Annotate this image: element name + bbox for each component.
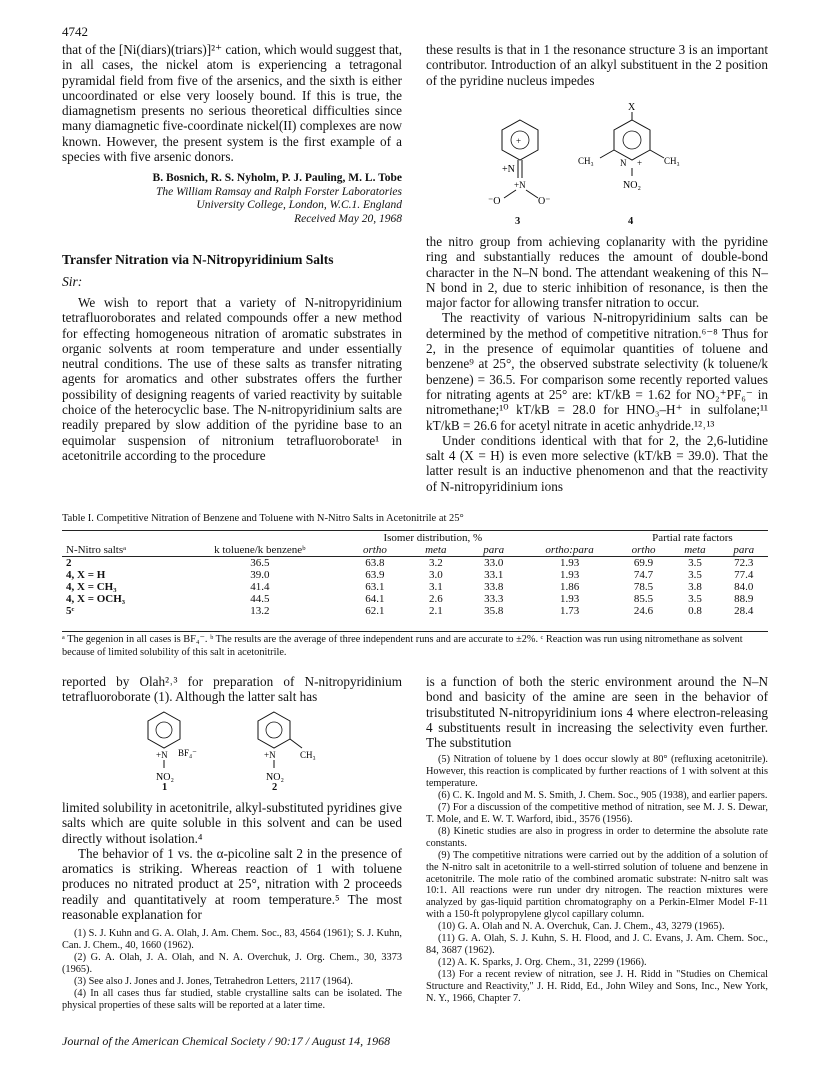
- footnote: (11) G. A. Olah, S. J. Kuhn, S. H. Flood, and J. C. Evans, J. Am. Chem. Soc., 84, 3687 (1962).: [426, 933, 768, 956]
- structures-3-4: [480, 100, 740, 212]
- table-bottom-rule: [62, 631, 768, 632]
- salutation: Sir:: [62, 273, 83, 289]
- table-row: [62, 593, 768, 605]
- structure-3-label: 3: [515, 216, 521, 227]
- table-cell: 4, X = OCH₃: [66, 593, 126, 605]
- footnote: (7) For a discussion of the competitive method of nitration, see M. J. S. Dewar, T. Mole, and E. W. T. Warford, ibid., 3576 (1956).: [426, 802, 768, 826]
- footnote: (10) G. A. Olah and N. A. Overchuk, Can. J. Chem., 43, 3279 (1965).: [438, 921, 725, 933]
- table-cell: 5ᶜ: [66, 605, 75, 617]
- table-cell: 3.5: [688, 569, 702, 581]
- svg-text:NO₂: NO₂: [156, 772, 174, 783]
- table-header-row: [62, 544, 768, 557]
- table-cell: 13.2: [250, 605, 270, 617]
- table-cell: 2: [66, 557, 72, 569]
- svg-text:NO₂: NO₂: [266, 772, 284, 783]
- paragraph: limited solubility in acetonitrile, alkyl-substituted pyridines give salts which are quite soluble in this solvent and can be used directly without isolation.⁴: [62, 800, 402, 846]
- table-cell: 3.5: [688, 557, 702, 569]
- right-column-bottom: [426, 674, 768, 1005]
- table-notes: ᵃ The gegenion in all cases is BF₄⁻. ᵇ The results are the average of three independent runs and are accurate to ±2%. ᶜ Reaction was run using nitromethane as solvent because of limited solubility of this salt in acetonitrile.: [62, 634, 743, 658]
- page-number: 4742: [62, 24, 88, 39]
- table-cell: 36.5: [250, 557, 270, 569]
- structure-4-label: 4: [628, 216, 634, 227]
- table-cell: 88.9: [734, 593, 754, 605]
- table-cell: 4, X = H: [66, 569, 106, 581]
- table-row: [62, 569, 768, 581]
- table-cell: 62.1: [365, 605, 385, 617]
- data-table: [62, 532, 768, 617]
- article-heading: Transfer Nitration via N-Nitropyridinium Salts: [62, 252, 334, 268]
- footnote: (9) The competitive nitrations were carried out by the addition of a solution of the N-nitro salt in acetonitrile to a well-stirred solution of toluene and benzene in acetonitrile. The mole ratio of the combined aromatic substrate: N-nitro salt was 10:1. All reactions were run under dry nitrogen. The reaction mixtures were analyzed by gas-liquid partition chromatography on a Perkin-Elmer Model F-11 with a 150-ft polypropylene glycol capillary column.: [426, 849, 768, 921]
- table-cell: 2.6: [428, 593, 443, 605]
- paragraph: reported by Olah²˒³ for preparation of N-nitropyridinium tetrafluoroborate (1). Although the latter salt has: [62, 674, 402, 705]
- table-row: [62, 581, 768, 593]
- table-cell: 0.8: [688, 605, 702, 617]
- table-cell: 77.4: [734, 569, 754, 581]
- structure-1: [148, 712, 197, 783]
- table-header-cell: para: [483, 544, 505, 556]
- table-cell: 1.93: [559, 593, 580, 605]
- table-cell: 1.93: [559, 569, 580, 581]
- table-caption: Table I. Competitive Nitration of Benzene and Toluene with N-Nitro Salts in Acetonitrile at 25°: [62, 513, 464, 524]
- svg-text:⁻O: ⁻O: [488, 196, 501, 207]
- table-cell: 84.0: [734, 581, 754, 593]
- paragraph: that of the [Ni(diars)(triars)]²⁺ cation, which would suggest that, in all cases, the nickel atom is experiencing a tetragonal pyramidal field from five of the arsenics, and the sixth is either uncoordinated or else very loosely bound. If this is true, the diamagnetism presents no serious theoretical difficulties since many diamagnetic five-coordinate nickel(II) complexes are now known. However, the present system is the first example of a species with five arsenic donors.: [62, 42, 402, 165]
- svg-text:+: +: [637, 158, 643, 168]
- svg-text:+N: +N: [264, 750, 276, 760]
- table-cell: 3.2: [428, 557, 443, 569]
- table-cell: 28.4: [734, 605, 754, 617]
- footnote: (8) Kinetic studies are also in progress in order to determine the absolute rate constants.: [426, 825, 768, 849]
- svg-text:O⁻: O⁻: [538, 196, 551, 207]
- table-cell: 3.5: [688, 593, 702, 605]
- right-column-top: [426, 42, 768, 88]
- table-cell: 33.1: [484, 569, 504, 581]
- svg-text:CH₃: CH₃: [578, 156, 594, 166]
- table-cell: 33.3: [484, 593, 504, 605]
- paragraph: Under conditions identical with that for 2, the 2,6-lutidine salt 4 (X = H) is even more selective (kT/kB = 39.0). That the latter result is an inductive phenomenon and that the reactivity of N-nitropyridinium ions: [426, 432, 768, 494]
- table-cell: 39.0: [250, 569, 270, 581]
- table-cell: 41.4: [250, 581, 270, 593]
- table-header-cell: ortho:para: [545, 544, 594, 556]
- table-cell: 63.1: [365, 581, 385, 593]
- table-top-rule: [62, 530, 768, 531]
- table-cell: 2.1: [428, 605, 443, 617]
- structure-4: [578, 102, 680, 191]
- table-cell: 24.6: [633, 605, 654, 617]
- structure-3: [488, 120, 551, 212]
- footnotes-left: [62, 928, 402, 1011]
- table-header-cell: ortho: [362, 544, 387, 556]
- institution-address: University College, London, W.C.1. England: [196, 199, 402, 212]
- paragraph: We wish to report that a variety of N-nitropyridinium tetrafluoroborates and related compounds offer a new method for effecting homogeneous nitration of aromatic substrates in organic solvents at room temperature and under essentially neutral conditions. The use of these salts as transfer nitrating agents for aromatics and other substrates offers the further possibility of designing reagents of varied reactivity by suitable choice of the heterocyclic base. The N-nitropyridinium salts are readily prepared by slow addition of the pyridine base to an equimolar suspension of nitronium tetrafluoroborate¹ in acetonitrile according to the procedure: [62, 294, 402, 463]
- author-signature: [62, 172, 402, 226]
- footnotes-right: [426, 754, 768, 1004]
- table-cell: 63.8: [365, 557, 385, 569]
- table-header-cell: meta: [425, 544, 447, 556]
- table-row: [62, 557, 768, 570]
- right-column-continued: [426, 234, 768, 494]
- svg-text:+N: +N: [502, 164, 515, 175]
- journal-footer: Journal of the American Chemical Society / 90:17 / August 14, 1968: [62, 1034, 391, 1048]
- svg-text:+N: +N: [514, 180, 526, 190]
- footnote: (4) In all cases thus far studied, stable crystalline salts can be isolated. The physical properties of these salts will be reported at a later time.: [62, 987, 402, 1011]
- table-cell: 3.8: [688, 581, 702, 593]
- table-cell: 3.1: [428, 581, 443, 593]
- left-column-bottom-continued: [62, 800, 402, 1012]
- footnote: (2) G. A. Olah, J. A. Olah, and N. A. Overchuk, J. Org. Chem., 30, 3373 (1965).: [62, 952, 402, 976]
- footnote: (1) S. J. Kuhn and G. A. Olah, J. Am. Chem. Soc., 83, 4564 (1961); S. J. Kuhn, Can. J. Chem., 40, 1660 (1962).: [62, 928, 402, 952]
- table-cell: 44.5: [250, 593, 270, 605]
- table-container: [62, 532, 768, 617]
- table-cell: 63.9: [365, 569, 385, 581]
- paragraph: the nitro group from achieving coplanarity with the pyridine ring and substantially reduces the amount of double-bond character in the N–N bond. The attendant weakening of this N–N bond in 2, due to steric inhibition of resonance, is then the major factor for allowing transfer nitration to occur.: [426, 234, 768, 311]
- table-header-cell: para: [733, 544, 755, 556]
- table-row: [62, 605, 768, 617]
- paragraph: is a function of both the steric environment around the N–N bond and basicity of the amine are seen in the behavior of trisubstituted N-nitropyridinium ions 4 where electron-releasing 4 substituents result in increasing the selectivity even further. The substitution: [426, 674, 768, 751]
- svg-text:X: X: [628, 102, 636, 113]
- paragraph: The behavior of 1 vs. the α-picoline salt 2 in the presence of aromatics is striking. Whereas reaction of 1 with toluene produces no nitrated product at 25°, nitration with 2 proceeds readily and quantitatively at room temperature.⁵ The most reasonable explanation for: [62, 845, 402, 923]
- svg-text:CH₃: CH₃: [300, 750, 316, 760]
- svg-text:+N: +N: [156, 750, 168, 760]
- svg-text:N: N: [620, 158, 627, 168]
- svg-text:NO₂: NO₂: [623, 180, 641, 191]
- footnote: (6) C. K. Ingold and M. S. Smith, J. Chem. Soc., 905 (1938), and earlier papers.: [438, 790, 768, 802]
- table-header-cell: N-Nitro saltsᵃ: [66, 544, 127, 556]
- paragraph: these results is that in 1 the resonance structure 3 is an important contributor. Introduction of an alkyl substituent in the 2 position of the pyridine nucleus impedes: [426, 42, 768, 88]
- left-column-bottom: [62, 674, 402, 705]
- paragraph: The reactivity of various N-nitropyridinium salts can be determined by the method of competitive nitration.⁶⁻⁸ Thus for 2, in the presence of equimolar quantities of toluene and benzene⁹ at 25°, the observed substrate selectivity (k toluene/k benzene) = 36.5. For comparison some recently reported values for nitrating agents at 25° are: kT/kB = 1.62 for NO₂⁺PF₆⁻ in nitromethane;¹⁰ kT/kB = 28.0 for HNO₃–H⁺ in sulfolane;¹¹ kT/kB = 26.6 for acetyl nitrate in acetic anhydride.¹²˒¹³: [426, 310, 768, 433]
- table-cell: 33.8: [484, 581, 504, 593]
- svg-text:BF₄⁻: BF₄⁻: [178, 748, 197, 758]
- footnote: (3) See also J. Jones and J. Jones, Tetrahedron Letters, 2117 (1964).: [74, 976, 353, 987]
- table-cell: 4, X = CH₃: [66, 581, 117, 593]
- table-header-cell: ortho: [631, 544, 656, 556]
- left-column-top: [62, 42, 402, 463]
- footnote: (13) For a recent review of nitration, see J. H. Ridd in "Studies on Chemical Structure and Reactivity," J. H. Ridd, Ed., John Wiley and Sons, Inc., New York, N. Y., 1966, Chapter 7.: [426, 968, 768, 1004]
- table-cell: 35.8: [484, 605, 504, 617]
- table-group-header-row: [62, 532, 768, 544]
- table-cell: 69.9: [633, 557, 654, 569]
- table-cell: 72.3: [734, 557, 754, 569]
- structure-2: [258, 712, 316, 783]
- group-header-isomer: Isomer distribution, %: [383, 532, 483, 544]
- table-cell: 64.1: [365, 593, 385, 605]
- institution-line: The William Ramsay and Ralph Forster Laboratories: [156, 185, 402, 198]
- group-header-partial-rate: Partial rate factors: [652, 532, 733, 544]
- table-header-cell: k toluene/k benzeneᵇ: [214, 544, 306, 556]
- footnote: (5) Nitration of toluene by 1 does occur slowly at 80° (refluxing acetonitrile). However, this reaction is complicated by further reactions of 1 with solvent at this temperature.: [426, 754, 768, 790]
- table-cell: 74.7: [633, 569, 654, 581]
- table-cell: 1.86: [559, 581, 580, 593]
- table-header-cell: meta: [684, 544, 706, 556]
- svg-text:+: +: [516, 136, 522, 146]
- table-cell: 78.5: [633, 581, 654, 593]
- table-cell: 85.5: [633, 593, 654, 605]
- footnote: (12) A. K. Sparks, J. Org. Chem., 31, 2299 (1966).: [438, 956, 647, 968]
- table-body: [62, 557, 768, 618]
- received-date: Received May 20, 1968: [294, 212, 402, 225]
- table-cell: 1.73: [559, 605, 580, 617]
- table-cell: 1.93: [559, 557, 580, 569]
- table-cell: 33.0: [484, 557, 504, 569]
- structure-2-label: 2: [272, 782, 278, 793]
- svg-text:CH₃: CH₃: [664, 156, 680, 166]
- table-cell: 3.0: [428, 569, 443, 581]
- author-names: B. Bosnich, R. S. Nyholm, P. J. Pauling, M. L. Tobe: [152, 172, 402, 185]
- structures-1-2: [130, 706, 350, 790]
- structure-1-label: 1: [162, 782, 168, 793]
